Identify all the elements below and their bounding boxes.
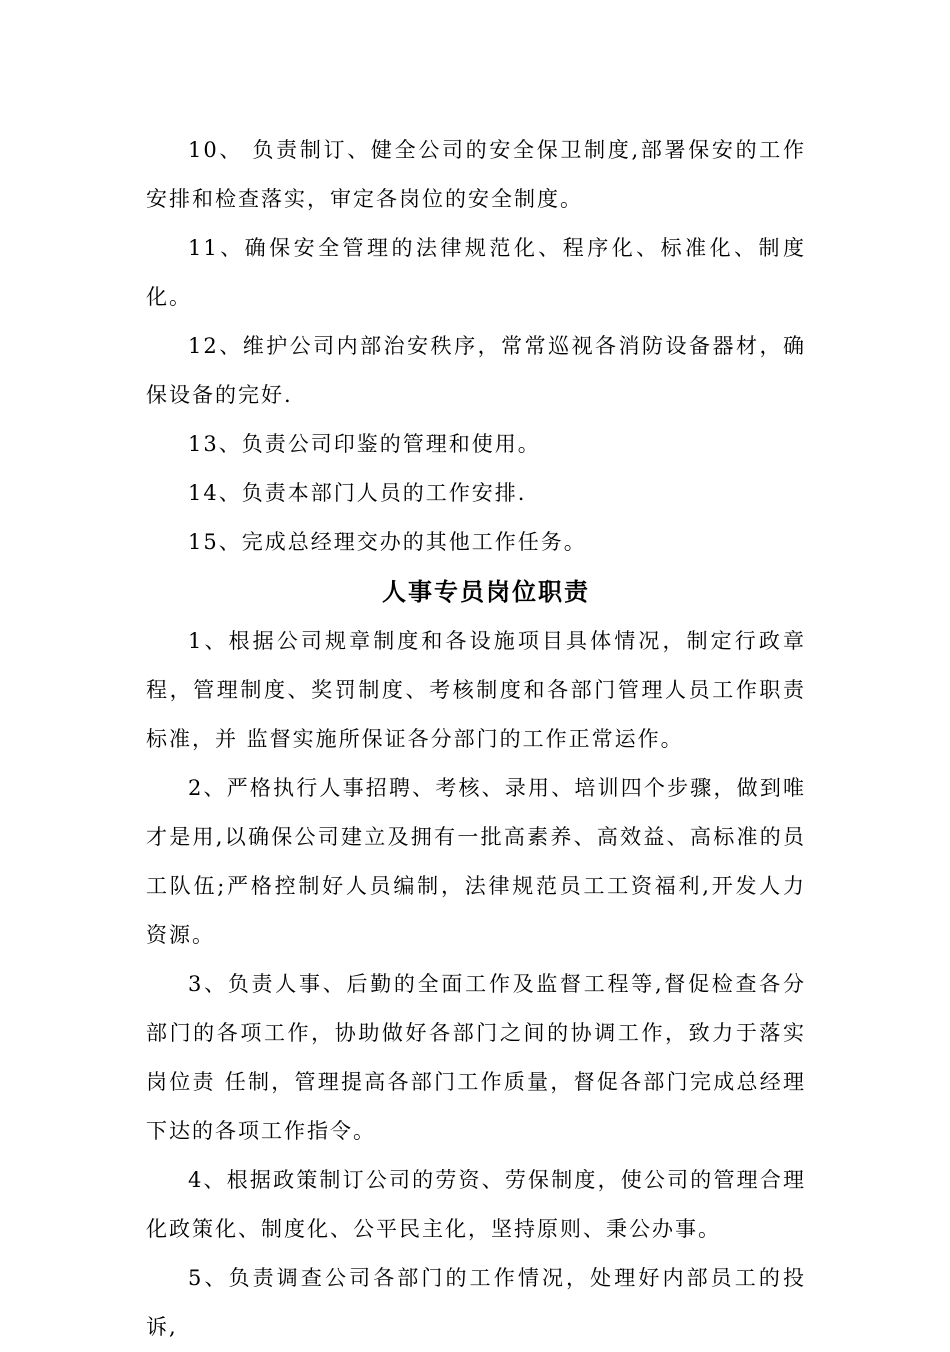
- duty-item-10: 10、 负责制订、健全公司的安全保卫制度,部署保安的工作安排和检查落实，审定各岗位的安全制度。: [146, 138, 806, 211]
- hr-duty-item-2: 2、严格执行人事招聘、考核、录用、培训四个步骤，做到唯才是用,以确保公司建立及拥有一批高素养、高效益、高标准的员工队伍;严格控制好人员编制，法律规范员工工资福利,开发人力资源。: [146, 776, 806, 947]
- duty-item-13: 13、负责公司印鉴的管理和使用。: [188, 432, 541, 456]
- section-title: 人事专员岗位职责: [382, 578, 590, 606]
- hr-duty-item-1: 1、根据公司规章制度和各设施项目具体情况，制定行政章程，管理制度、奖罚制度、考核制度和各部门管理人员工作职责标准，并 监督实施所保证各分部门的工作正常运作。: [146, 629, 806, 751]
- document-body: [146, 126, 806, 1352]
- duty-item-11: 11、确保安全管理的法律规范化、程序化、标准化、制度化。: [146, 236, 806, 309]
- duty-item-12: 12、维护公司内部治安秩序，常常巡视各消防设备器材，确保设备的完好.: [146, 334, 806, 407]
- hr-duty-item-4: 4、根据政策制订公司的劳资、劳保制度，使公司的管理合理化政策化、制度化、公平民主化，坚持原则、秉公办事。: [146, 1168, 806, 1241]
- duty-item-15: 15、完成总经理交办的其他工作任务。: [188, 530, 587, 554]
- duty-item-14: 14、负责本部门人员的工作安排.: [188, 481, 527, 505]
- hr-duty-item-5: 5、负责调查公司各部门的工作情况，处理好内部员工的投诉,: [146, 1266, 806, 1339]
- hr-duty-item-3: 3、负责人事、后勤的全面工作及监督工程等,督促检查各分部门的各项工作，协助做好各部门之间的协调工作，致力于落实岗位责 任制，管理提高各部门工作质量，督促各部门完成总经理下达的各项工作指令。: [146, 972, 806, 1143]
